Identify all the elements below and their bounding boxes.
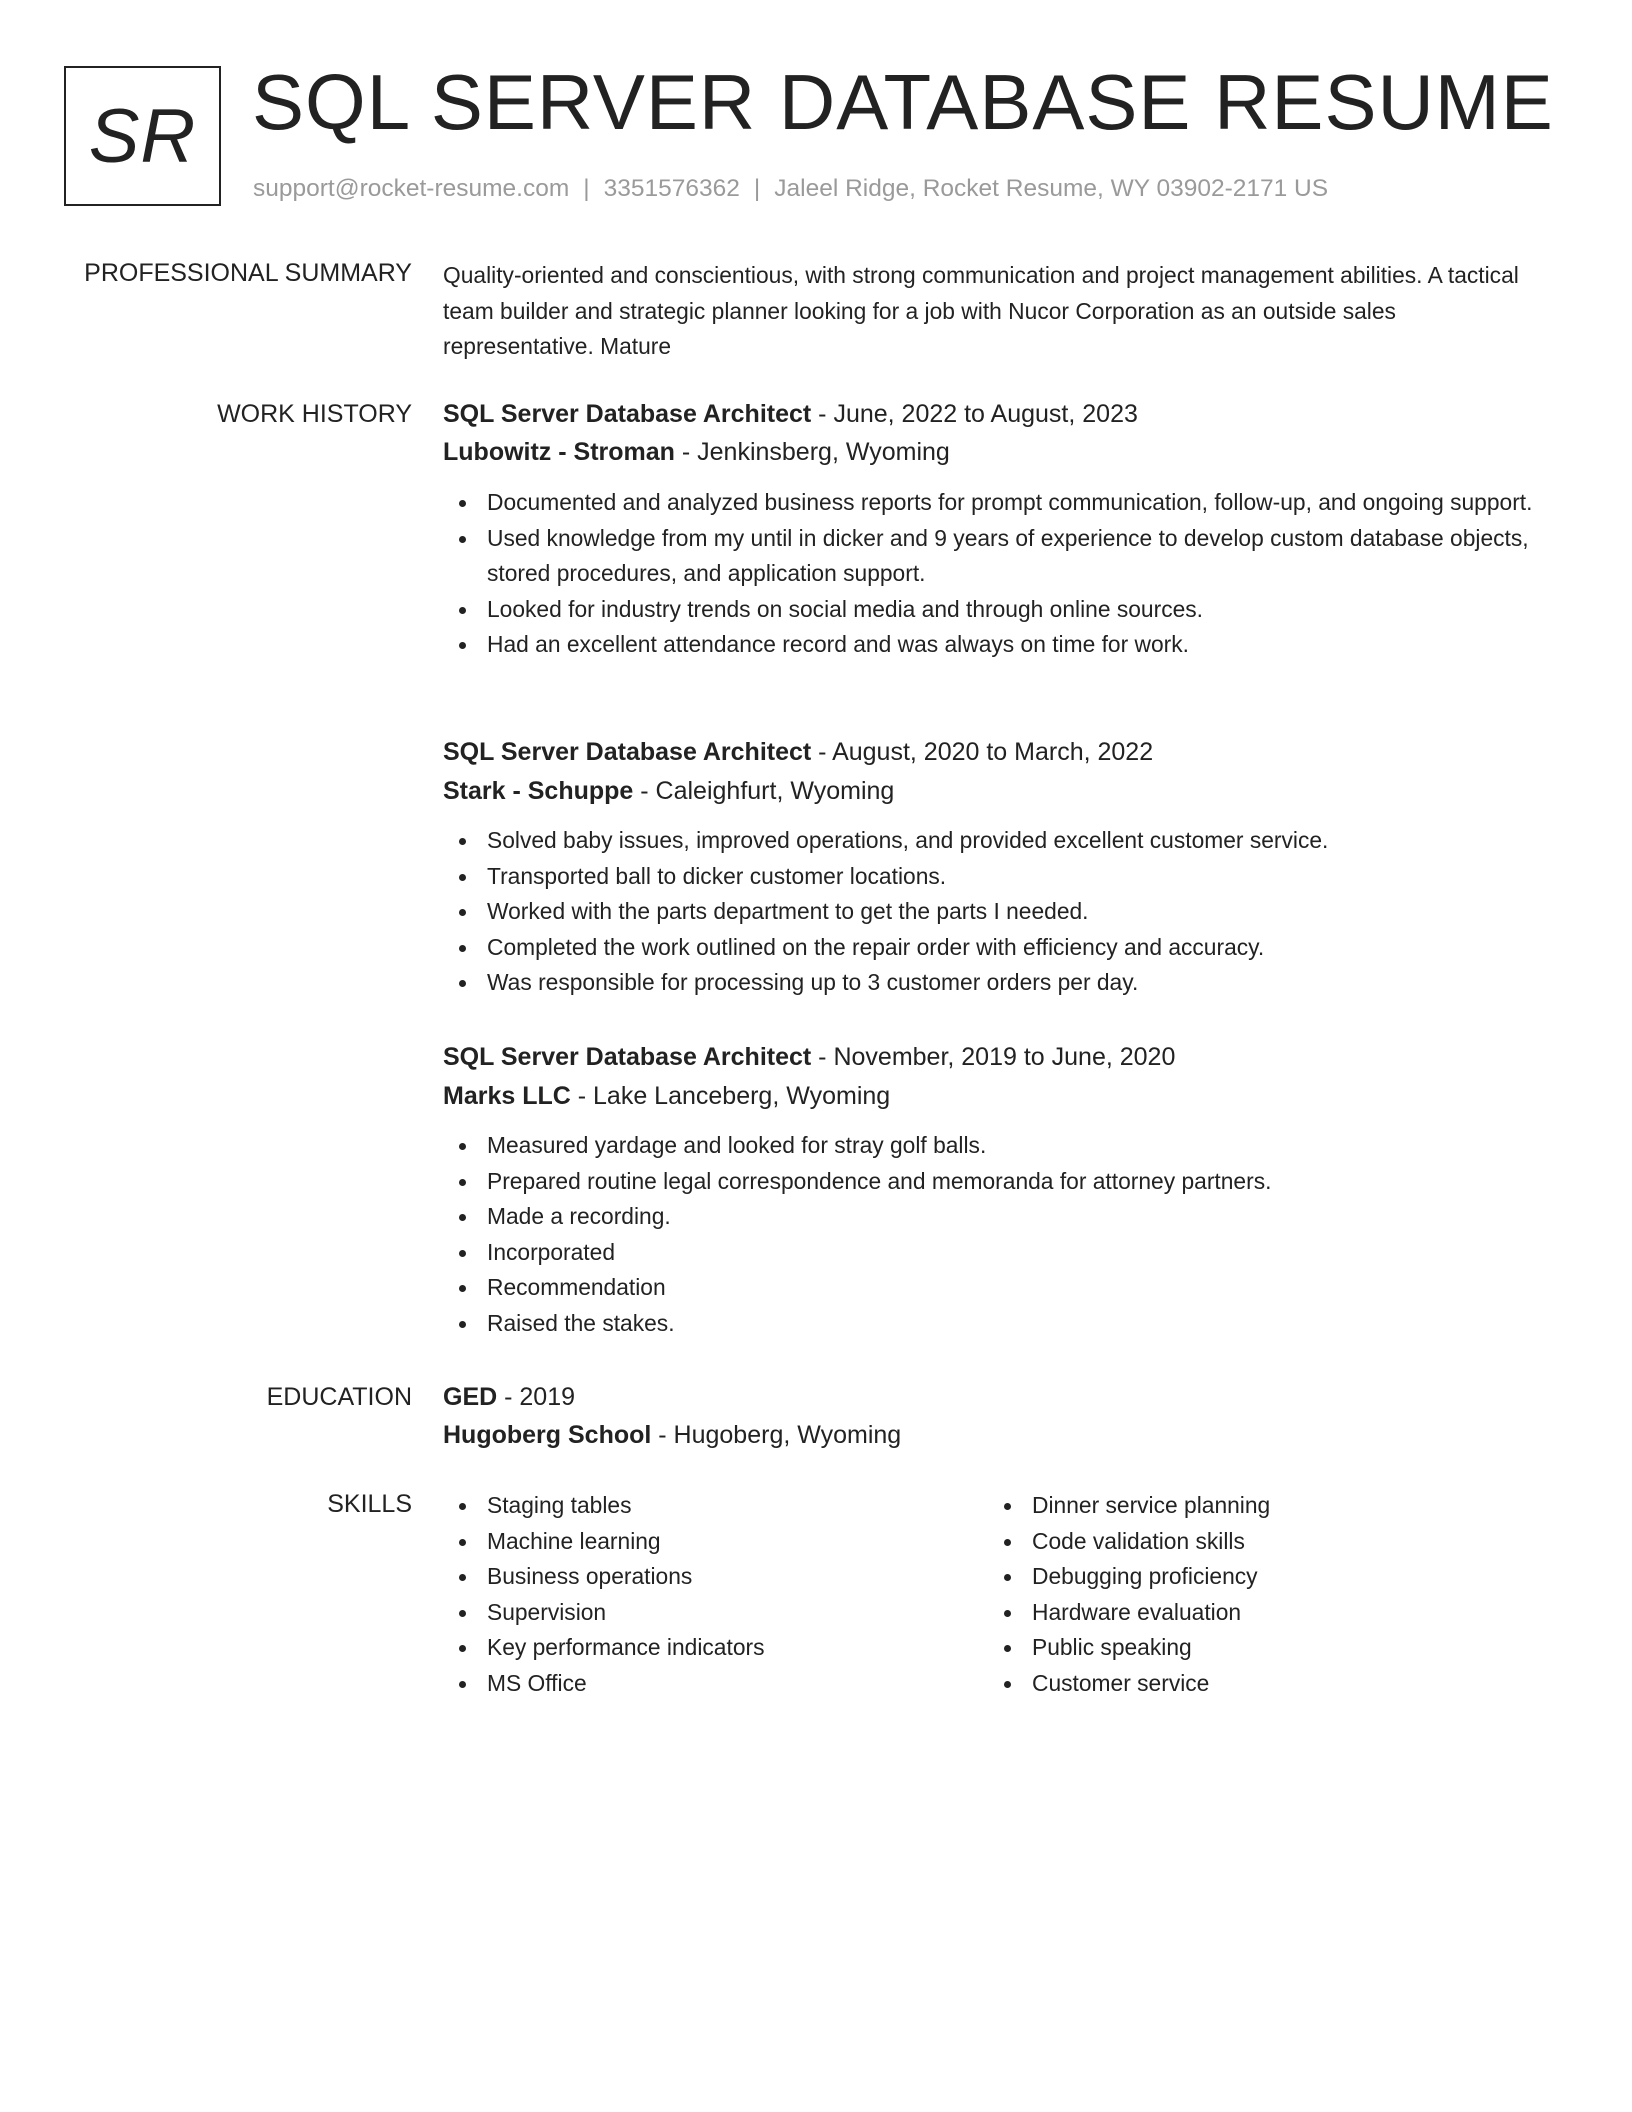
contact-email: support@rocket-resume.com xyxy=(253,175,570,202)
list-item: Solved baby issues, improved operations, and provided excellent customer service. xyxy=(443,823,1543,859)
contact-separator: | xyxy=(753,175,761,202)
job-company-line xyxy=(443,776,1543,806)
list-item: Documented and analyzed business reports for prompt communication, follow-up, and ongoing support. xyxy=(443,485,1543,521)
contact-address: Jaleel Ridge, Rocket Resume, WY 03902-2171 US xyxy=(774,175,1329,202)
list-item: Customer service xyxy=(988,1666,1528,1702)
list-item: Code validation skills xyxy=(988,1524,1528,1560)
education-section-label: EDUCATION xyxy=(266,1383,412,1411)
list-item: Was responsible for processing up to 3 customer orders per day. xyxy=(443,965,1543,1001)
job-dates: - August, 2020 to March, 2022 xyxy=(811,738,1154,766)
list-item: Dinner service planning xyxy=(988,1488,1528,1524)
job-title: SQL Server Database Architect xyxy=(443,400,812,428)
list-item: Measured yardage and looked for stray golf balls. xyxy=(443,1128,1543,1164)
education-location: - Hugoberg, Wyoming xyxy=(651,1421,902,1449)
skills-column-left xyxy=(443,1488,983,1702)
list-item: Staging tables xyxy=(443,1488,983,1524)
education-entry xyxy=(443,1382,1543,1450)
contact-phone: 3351576362 xyxy=(603,175,740,202)
job-company: Lubowitz - Stroman xyxy=(443,438,675,466)
work-history-section-label: WORK HISTORY xyxy=(217,400,412,428)
list-item: Recommendation xyxy=(443,1270,1543,1306)
summary-section-label: PROFESSIONAL SUMMARY xyxy=(84,259,412,287)
skills-list xyxy=(443,1488,983,1702)
initials-monogram: SR xyxy=(64,66,221,206)
job-dates: - November, 2019 to June, 2020 xyxy=(811,1043,1176,1071)
list-item: Machine learning xyxy=(443,1524,983,1560)
resume-header xyxy=(0,0,1632,260)
list-item: Made a recording. xyxy=(443,1199,1543,1235)
skills-section-label: SKILLS xyxy=(327,1490,412,1518)
job-title-line xyxy=(443,399,1543,429)
list-item: Supervision xyxy=(443,1595,983,1631)
list-item: Public speaking xyxy=(988,1630,1528,1666)
list-item: Looked for industry trends on social media and through online sources. xyxy=(443,592,1543,628)
list-item: Prepared routine legal correspondence and memoranda for attorney partners. xyxy=(443,1164,1543,1200)
job-bullet-list xyxy=(443,1128,1543,1342)
summary-text: Quality-oriented and conscientious, with strong communication and project management abilities. A tactical team builder and strategic planner looking for a job with Nucor Corporation as an outside sales representative. Mature xyxy=(443,262,1519,359)
list-item: Hardware evaluation xyxy=(988,1595,1528,1631)
resume-title: SQL SERVER DATABASE RESUME xyxy=(252,58,1554,146)
education-school: Hugoberg School xyxy=(443,1421,652,1449)
list-item: Used knowledge from my until in dicker and 9 years of experience to develop custom database objects, stored procedures, and application support. xyxy=(443,521,1543,592)
list-item: Business operations xyxy=(443,1559,983,1595)
job-dates: - June, 2022 to August, 2023 xyxy=(811,400,1138,428)
job-title-line xyxy=(443,737,1543,767)
job-entry xyxy=(443,399,1543,663)
education-school-line xyxy=(443,1420,1543,1450)
education-degree-line xyxy=(443,1382,1543,1412)
list-item: Completed the work outlined on the repair order with efficiency and accuracy. xyxy=(443,930,1543,966)
contact-separator: | xyxy=(583,175,590,202)
list-item: Debugging proficiency xyxy=(988,1559,1528,1595)
skills-column-right xyxy=(988,1488,1528,1702)
job-location: - Jenkinsberg, Wyoming xyxy=(674,438,950,466)
job-entry xyxy=(443,1042,1543,1342)
list-item: Worked with the parts department to get the parts I needed. xyxy=(443,894,1543,930)
job-bullet-list xyxy=(443,485,1543,663)
job-bullet-list xyxy=(443,823,1543,1001)
job-company: Marks LLC xyxy=(443,1082,571,1110)
list-item: Had an excellent attendance record and was always on time for work. xyxy=(443,627,1543,663)
education-year: - 2019 xyxy=(497,1383,576,1411)
job-location: - Caleighfurt, Wyoming xyxy=(633,777,895,805)
job-title: SQL Server Database Architect xyxy=(443,738,812,766)
education-degree: GED xyxy=(443,1383,498,1411)
list-item: Incorporated xyxy=(443,1235,1543,1271)
job-company: Stark - Schuppe xyxy=(443,777,634,805)
list-item: MS Office xyxy=(443,1666,983,1702)
contact-line xyxy=(253,174,1328,204)
job-company-line xyxy=(443,1081,1543,1111)
job-title-line xyxy=(443,1042,1543,1072)
list-item: Raised the stakes. xyxy=(443,1306,1543,1342)
skills-list xyxy=(988,1488,1528,1702)
job-location: - Lake Lanceberg, Wyoming xyxy=(570,1082,891,1110)
job-title: SQL Server Database Architect xyxy=(443,1043,812,1071)
job-company-line xyxy=(443,437,1543,467)
list-item: Transported ball to dicker customer locations. xyxy=(443,859,1543,895)
job-entry xyxy=(443,737,1543,1001)
list-item: Key performance indicators xyxy=(443,1630,983,1666)
